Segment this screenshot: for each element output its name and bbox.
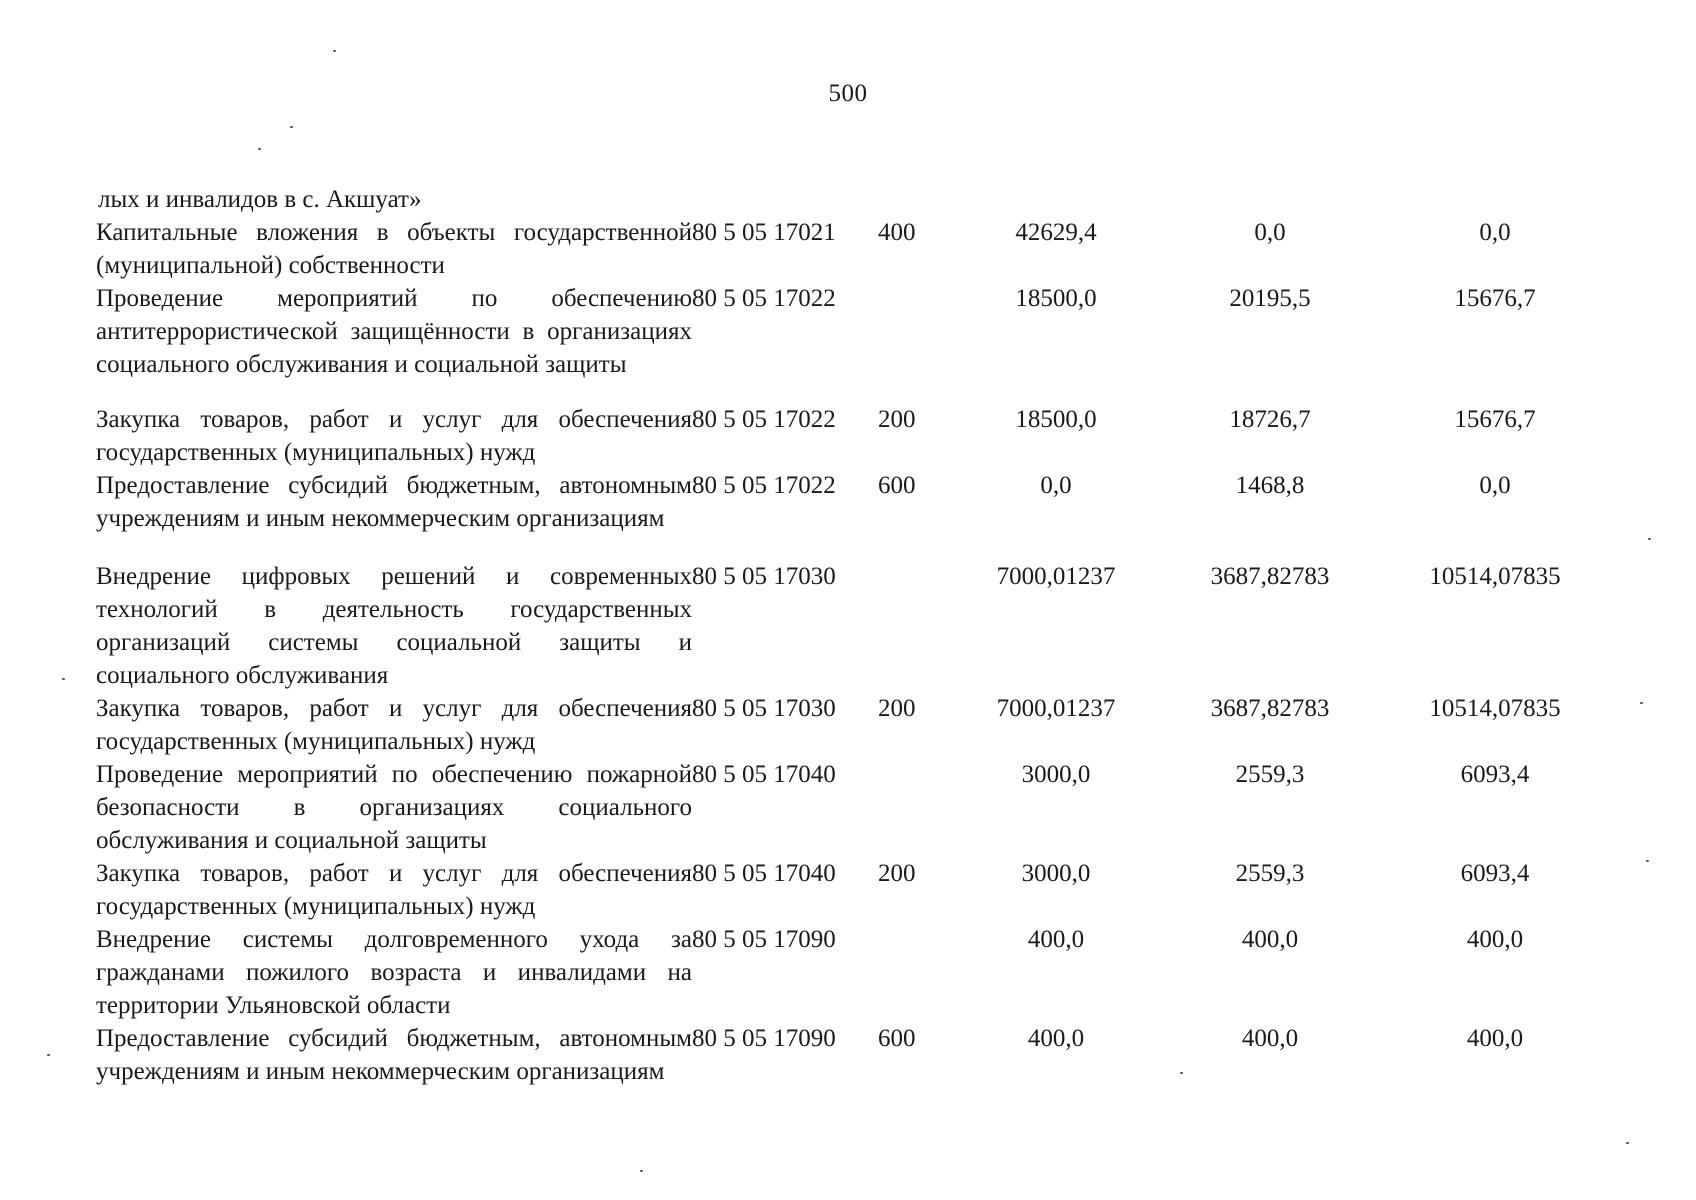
row-expense-type [878,282,956,403]
row-value-3: 15676,7 [1454,406,1536,433]
row-value-1: 18500,0 [1015,406,1097,433]
row-value-1: 3000,0 [1021,761,1091,788]
table-row [96,923,1606,1022]
row-code: 80 5 05 17090 [692,1025,836,1052]
row-value-1: 18500,0 [1015,285,1097,312]
row-value-3: 0,0 [1479,472,1511,499]
scan-speck [258,148,261,150]
row-description: Капитальные вложения в объекты государственной (муниципальной) собственности [96,219,692,279]
row-description: Проведение мероприятий по обеспечению пожарной безопасности в организациях социального обслуживания и социальной защиты [96,761,692,854]
row-expense-type [878,758,956,857]
page-number: 500 [828,80,868,107]
row-value-1: 3000,0 [1021,860,1091,887]
row-value-2: 0,0 [1254,219,1286,246]
row-value-3: 10514,07835 [1429,695,1561,722]
row-expense-type: 200 [878,406,916,433]
row-description: Закупка товаров, работ и услуг для обеспечения государственных (муниципальных) нужд [96,406,692,466]
row-value-3: 6093,4 [1460,761,1530,788]
row-value-2: 1468,8 [1235,472,1305,499]
row-expense-type [878,560,956,692]
row-expense-type: 200 [878,860,916,887]
scan-speck [1646,860,1649,862]
row-value-2: 400,0 [1241,1025,1299,1052]
row-expense-type: 600 [878,1025,916,1052]
row-code: 80 5 05 17022 [692,472,836,499]
row-code: 80 5 05 17040 [692,761,836,788]
row-value-2: 2559,3 [1235,860,1305,887]
row-value-2: 20195,5 [1229,285,1311,312]
row-value-1: 400,0 [1027,1025,1085,1052]
table-row [96,282,1606,403]
table-row [96,560,1606,692]
row-value-1: 400,0 [1027,926,1085,953]
row-code: 80 5 05 17021 [692,219,836,246]
scan-speck [1640,702,1643,704]
row-value-3: 0,0 [1479,219,1511,246]
table-row [96,1022,1606,1113]
budget-table [96,216,1606,1113]
row-value-3: 400,0 [1466,1025,1524,1052]
row-value-1: 0,0 [1040,472,1072,499]
row-expense-type [878,923,956,1022]
row-expense-type: 200 [878,695,916,722]
row-code: 80 5 05 17022 [692,285,836,312]
row-expense-type: 400 [878,219,916,246]
continuation-text: лых и инвалидов в с. Акшуат» [98,186,422,213]
row-code: 80 5 05 17030 [692,563,836,590]
row-value-1: 42629,4 [1015,219,1097,246]
scan-speck [62,678,65,680]
scan-speck [290,126,293,128]
row-value-3: 400,0 [1466,926,1524,953]
row-value-2: 3687,82783 [1210,563,1330,590]
row-description: Внедрение системы долговременного ухода за гражданами пожилого возраста и инвалидами на территории Ульяновской области [96,926,692,1019]
row-code: 80 5 05 17090 [692,926,836,953]
scan-speck [47,1054,50,1056]
row-description: Закупка товаров, работ и услуг для обеспечения государственных (муниципальных) нужд [96,695,692,755]
row-code: 80 5 05 17030 [692,695,836,722]
scan-speck [1180,1072,1183,1074]
row-description: Внедрение цифровых решений и современных технологий в деятельность государственных организаций системы социальной защиты и социального обслуживания [96,563,692,689]
row-value-3: 6093,4 [1460,860,1530,887]
table-row [96,216,1606,282]
row-value-1: 7000,01237 [996,695,1116,722]
row-value-2: 3687,82783 [1210,695,1330,722]
row-expense-type: 600 [878,472,916,499]
row-description: Проведение мероприятий по обеспечению антитеррористической защищённости в организациях социального обслуживания и социальной защиты [96,285,692,378]
row-value-3: 15676,7 [1454,285,1536,312]
row-code: 80 5 05 17022 [692,406,836,433]
table-row [96,692,1606,758]
row-description: Предоставление субсидий бюджетным, автономным учреждениям и иным некоммерческим организациям [96,1025,692,1085]
scan-speck [640,1170,643,1172]
row-value-1: 7000,01237 [996,563,1116,590]
table-row [96,758,1606,857]
row-code: 80 5 05 17040 [692,860,836,887]
table-row [96,469,1606,560]
scan-speck [333,50,336,52]
row-value-2: 2559,3 [1235,761,1305,788]
scan-speck [1648,538,1651,540]
row-description: Предоставление субсидий бюджетным, автономным учреждениям и иным некоммерческим организациям [96,472,692,532]
row-description: Закупка товаров, работ и услуг для обеспечения государственных (муниципальных) нужд [96,860,692,920]
scan-speck [1626,1142,1629,1144]
table-row [96,403,1606,469]
table-row [96,857,1606,923]
row-value-2: 400,0 [1241,926,1299,953]
row-value-3: 10514,07835 [1429,563,1561,590]
row-value-2: 18726,7 [1229,406,1311,433]
